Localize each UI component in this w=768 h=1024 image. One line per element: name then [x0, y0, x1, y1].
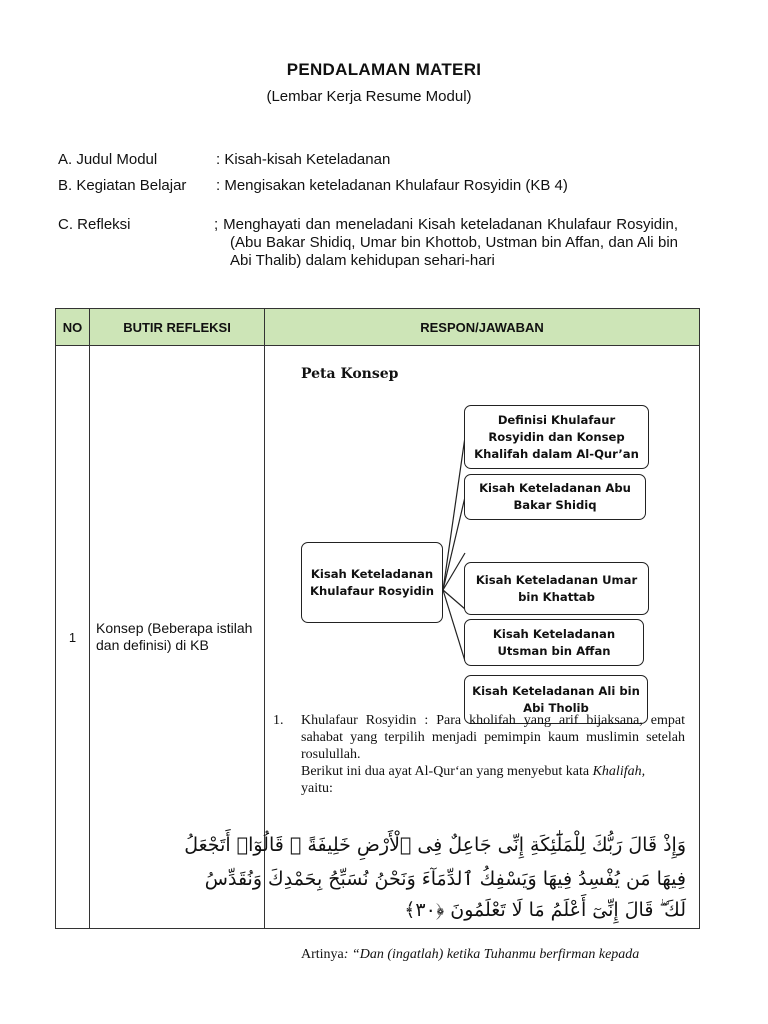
page-subtitle: (Lembar Kerja Resume Modul)	[266, 88, 472, 105]
intro-prefix: Berikut ini dua ayat Al-Qur‘an yang menyebut kata	[301, 764, 593, 779]
concept-branch-box: Kisah Keteladanan Ali bin Abi Tholib	[464, 675, 648, 724]
kegiatan-value: : Mengisakan keteladanan Khulafaur Rosyidin (KB 4)	[216, 177, 568, 194]
judul-label: A. Judul Modul	[58, 151, 158, 168]
intro-suffix: yaitu:	[301, 781, 333, 796]
artinya-line	[301, 946, 691, 963]
concept-branch-box: Kisah Keteladanan Abu Bakar Shidiq	[464, 474, 646, 520]
row-butir: Konsep (Beberapa istilah dan definisi) di KB	[90, 346, 265, 929]
definition-text: Khulafaur Rosyidin : Para kholifah yang arif bijaksana, empat sahabat yang terpilih menjadi pemimpin kaum muslimin setelah rosulullah.	[301, 713, 685, 762]
page-title: PENDALAMAN MATERI	[286, 60, 482, 79]
judul-value: : Kisah-kisah Keteladanan	[216, 151, 391, 168]
artinya-text: : “Dan (ingatlah) ketika Tuhanmu berfirman kepada	[343, 947, 640, 962]
reflection-table	[55, 308, 700, 962]
refleksi-label: C. Refleksi	[58, 216, 131, 233]
concept-branch-box: Definisi Khulafaur Rosyidin dan Konsep Khalifah dalam Al-Qur’an	[464, 405, 649, 469]
connector-line	[443, 553, 465, 590]
concept-center-box: Kisah Keteladanan Khulafaur Rosyidin	[301, 542, 443, 623]
meta-refleksi-label	[58, 216, 131, 233]
artinya-label: Artinya	[301, 947, 344, 962]
meta-kegiatan	[58, 177, 568, 194]
concept-branch-box: Kisah Keteladanan Utsman bin Affan	[464, 619, 644, 666]
intro-keyword: Khalifah,	[592, 764, 646, 779]
arabic-verse-line: لَكَ ۖ قَالَ إِنِّىٓ أَعْلَمُ مَا لَا تَعْلَمُونَ ﴿٣٠﴾	[404, 899, 686, 921]
response-cell	[184, 346, 700, 962]
header-respon: RESPON/JAWABAN	[265, 309, 700, 346]
intro-text	[301, 763, 685, 780]
arabic-verse-line: وَإِذْ قَالَ رَبُّكَ لِلْمَلَٰٓئِكَةِ إِنِّى جَاعِلٌ فِى ٱلْأَرْضِ خَلِيفَةً ۖ قَالُوٓا۟ أَتَجْعَلُ	[184, 834, 686, 856]
connector-line	[443, 590, 465, 661]
header-no: NO	[56, 309, 90, 346]
header-butir: BUTIR REFLEKSI	[90, 309, 265, 346]
concept-branch-box: Kisah Keteladanan Umar bin Khattab	[464, 562, 649, 615]
list-item-number: 1.	[273, 713, 284, 728]
refleksi-value: ; Menghayati dan meneladani Kisah keteladanan Khulafaur Rosyidin, (Abu Bakar Shidiq, Umar bin Khottob, Ustman bin Affan, dan Ali bin Abi Thalib) dalam kehidupan sehari-hari	[214, 216, 678, 269]
arabic-verse-line: فِيهَا مَن يُفْسِدُ فِيهَا وَيَسْفِكُ ٱلدِّمَآءَ وَنَحْنُ نُسَبِّحُ بِحَمْدِكَ وَنُقَدِّسُ	[204, 868, 686, 890]
kegiatan-label: B. Kegiatan Belajar	[58, 177, 187, 194]
table-header-row	[56, 309, 700, 346]
definition-block	[301, 712, 685, 797]
row-no: 1	[56, 346, 90, 929]
meta-judul	[58, 151, 390, 168]
table-row	[56, 346, 700, 929]
peta-konsep-title: Peta Konsep	[301, 366, 399, 382]
